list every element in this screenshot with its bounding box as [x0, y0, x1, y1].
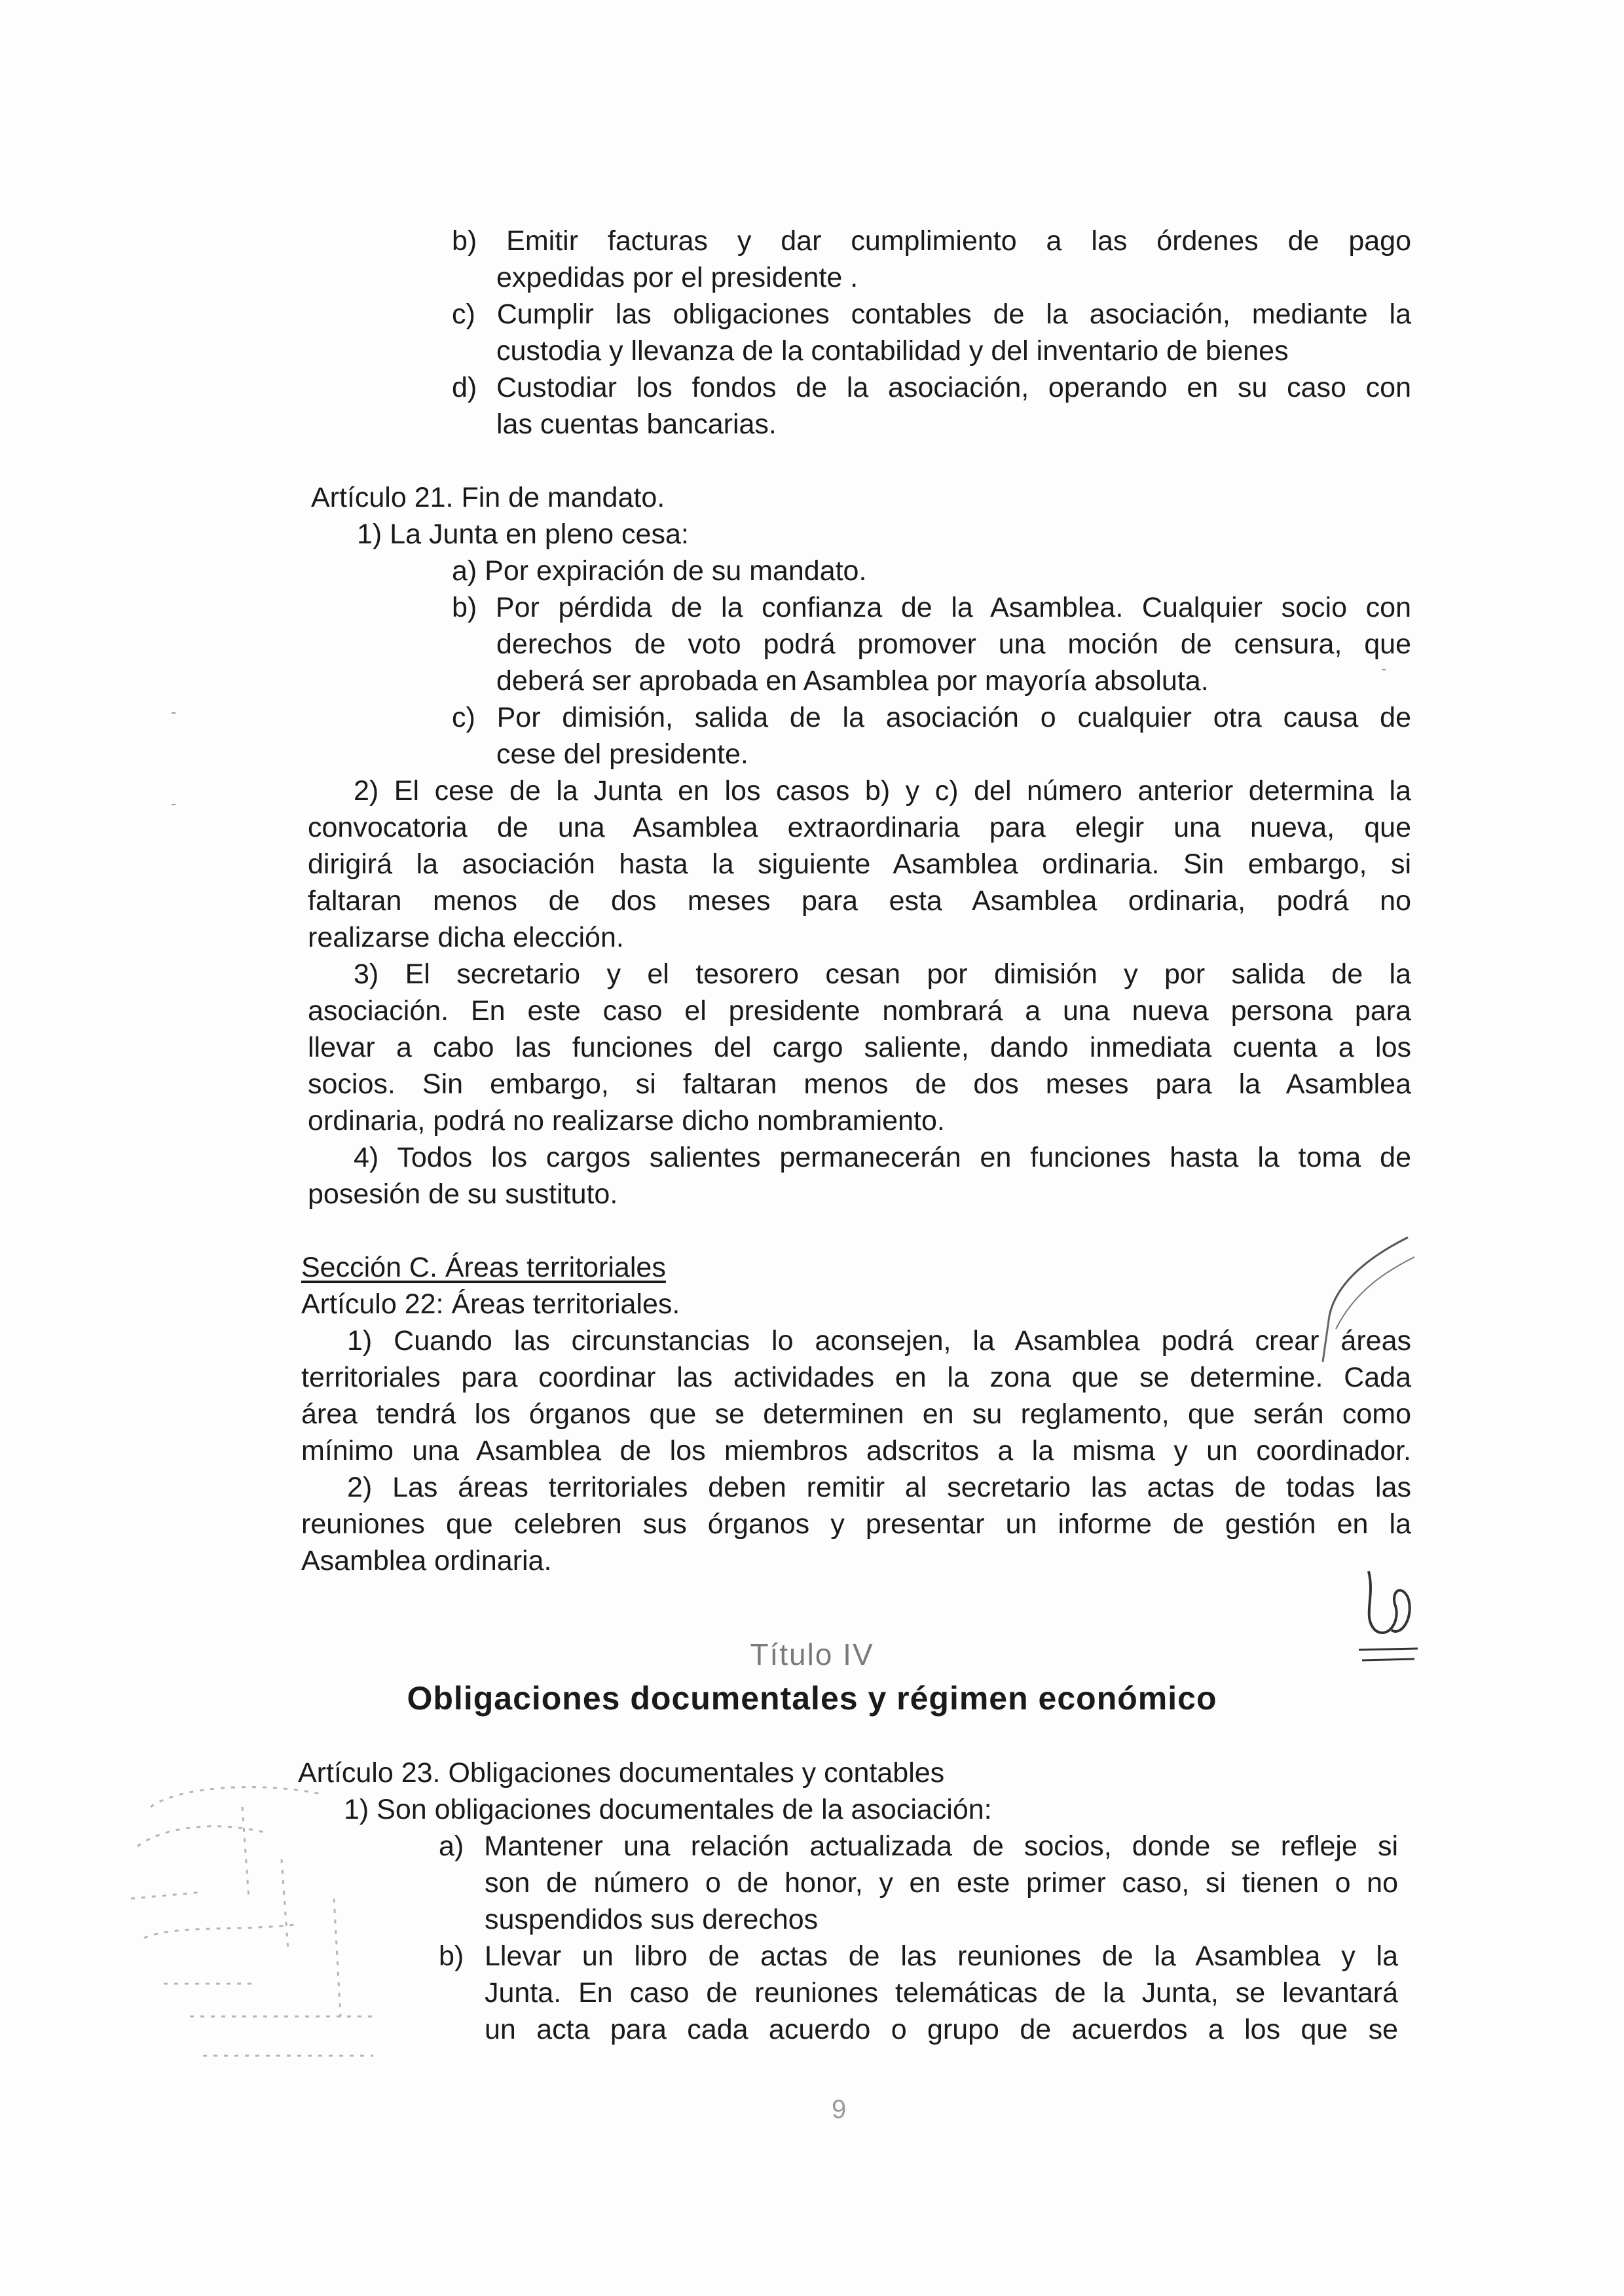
- paragraph-line: socios. Sin embargo, si faltaran menos de dos meses para la Asamblea: [308, 1068, 1411, 1100]
- paragraph-line: ordinaria, podrá no realizarse dicho nombramiento.: [308, 1105, 945, 1137]
- paragraph-line: son de número o de honor, y en este primer caso, si tienen o no: [485, 1867, 1398, 1899]
- scan-speck: [1382, 669, 1386, 670]
- paragraph-line: custodia y llevanza de la contabilidad y del inventario de bienes: [496, 335, 1289, 367]
- paragraph-line: convocatoria de una Asamblea extraordinaria para elegir una nueva, que: [308, 812, 1411, 843]
- paragraph-line: 3) El secretario y el tesorero cesan por dimisión y por salida de la: [354, 958, 1411, 990]
- article-heading: Artículo 22: Áreas territoriales.: [301, 1288, 680, 1320]
- paragraph-line: 2) El cese de la Junta en los casos b) y c) del número anterior determina la: [354, 775, 1411, 807]
- scan-speck: [172, 804, 175, 805]
- section-heading: Sección C. Áreas territoriales: [301, 1252, 666, 1283]
- pencil-annotation-icon: [1310, 1231, 1428, 1375]
- paragraph-line: llevar a cabo las funciones del cargo saliente, dando inmediata cuenta a los: [308, 1032, 1411, 1063]
- page-number: 9: [832, 2095, 847, 2124]
- paragraph-line: a) Mantener una relación actualizada de socios, donde se refleje si: [439, 1831, 1398, 1862]
- article-heading: Artículo 23. Obligaciones documentales y contables: [298, 1757, 945, 1789]
- paragraph-line: área tendrá los órganos que se determinen en su reglamento, que serán como: [301, 1398, 1411, 1430]
- paragraph-line: 1) Cuando las circunstancias lo aconsejen, la Asamblea podrá crear áreas: [347, 1325, 1411, 1357]
- paragraph-line: deberá ser aprobada en Asamblea por mayoría absoluta.: [496, 665, 1209, 697]
- paragraph-line: b) Llevar un libro de actas de las reuniones de la Asamblea y la: [439, 1941, 1398, 1972]
- paragraph-line: faltaran menos de dos meses para esta Asamblea ordinaria, podrá no: [308, 885, 1411, 917]
- paragraph-line: b) Emitir facturas y dar cumplimiento a las órdenes de pago: [452, 225, 1411, 257]
- paragraph-line: realizarse dicha elección.: [308, 922, 624, 953]
- paragraph-line: Junta. En caso de reuniones telemáticas de la Junta, se levantará: [485, 1977, 1398, 2009]
- paragraph-line: suspendidos sus derechos: [485, 1904, 819, 1935]
- title-number: Título IV: [750, 1637, 874, 1671]
- paragraph-line: derechos de voto podrá promover una moción de censura, que: [496, 629, 1411, 660]
- paragraph-line: territoriales para coordinar las actividades en la zona que se determine. Cada: [301, 1362, 1411, 1393]
- paragraph-line: dirigirá la asociación hasta la siguiente Asamblea ordinaria. Sin embargo, si: [308, 848, 1411, 880]
- paragraph-line: mínimo una Asamblea de los miembros adscritos a la misma y un coordinador.: [301, 1435, 1411, 1467]
- faded-stamp-icon: [124, 1768, 399, 2075]
- paragraph-line: 1) Son obligaciones documentales de la asociación:: [344, 1794, 992, 1825]
- paragraph-line: asociación. En este caso el presidente nombrará a una nueva persona para: [308, 995, 1411, 1027]
- paragraph-line: las cuentas bancarias.: [496, 409, 777, 440]
- paragraph-line: 1) La Junta en pleno cesa:: [357, 519, 689, 550]
- paragraph-line: reuniones que celebren sus órganos y presentar un informe de gestión en la: [301, 1508, 1411, 1540]
- paragraph-line: 4) Todos los cargos salientes permanecerán en funciones hasta la toma de: [354, 1142, 1411, 1173]
- paragraph-line: a) Por expiración de su mandato.: [452, 555, 867, 587]
- paragraph-line: c) Cumplir las obligaciones contables de la asociación, mediante la: [452, 299, 1411, 330]
- paragraph-line: 2) Las áreas territoriales deben remitir al secretario las actas de todas las: [347, 1472, 1411, 1503]
- paragraph-line: un acta para cada acuerdo o grupo de acuerdos a los que se: [485, 2014, 1398, 2045]
- scan-speck: [172, 712, 175, 714]
- paragraph-line: Asamblea ordinaria.: [301, 1545, 552, 1576]
- paragraph-line: expedidas por el presidente .: [496, 262, 858, 293]
- article-heading: Artículo 21. Fin de mandato.: [311, 482, 665, 513]
- paragraph-line: cese del presidente.: [496, 738, 748, 770]
- signature-initials-icon: [1356, 1558, 1421, 1669]
- title-heading: Obligaciones documentales y régimen económico: [407, 1680, 1217, 1717]
- paragraph-line: d) Custodiar los fondos de la asociación, operando en su caso con: [452, 372, 1411, 403]
- paragraph-line: c) Por dimisión, salida de la asociación o cualquier otra causa de: [452, 702, 1411, 733]
- paragraph-line: b) Por pérdida de la confianza de la Asamblea. Cualquier socio con: [452, 592, 1411, 623]
- paragraph-line: posesión de su sustituto.: [308, 1178, 618, 1210]
